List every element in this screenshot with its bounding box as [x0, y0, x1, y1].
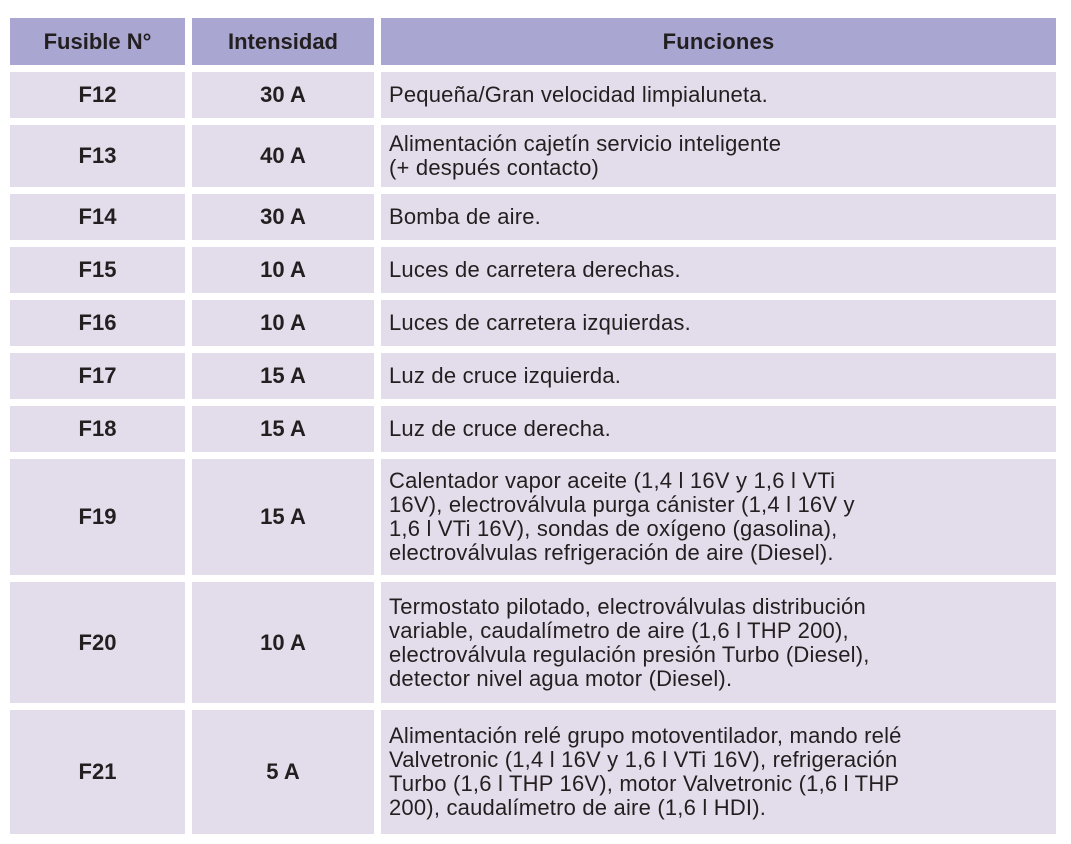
fuse-number: F15	[10, 247, 185, 293]
fuse-intensity: 15 A	[192, 353, 374, 399]
fuse-intensity: 5 A	[192, 710, 374, 834]
header-intensity: Intensidad	[192, 18, 374, 65]
fuse-number: F16	[10, 300, 185, 346]
table-row	[10, 125, 1056, 187]
fuse-function: Calentador vapor aceite (1,4 l 16V y 1,6 l VTi 16V), electroválvula purga cánister (1,4 l 16V y 1,6 l VTi 16V), sondas de oxígeno (gasolina), electroválvulas refrigeración de aire (Diesel).	[389, 468, 855, 565]
fuse-intensity: 30 A	[192, 72, 374, 118]
fuse-intensity: 10 A	[192, 300, 374, 346]
fuse-intensity: 15 A	[192, 406, 374, 452]
fuse-intensity: 15 A	[192, 459, 374, 575]
header-fuse-number: Fusible N°	[10, 18, 185, 65]
table-header-row	[10, 18, 1056, 65]
table-row	[10, 300, 1056, 346]
fuse-table	[10, 18, 1056, 841]
fuse-function: Alimentación cajetín servicio inteligente (+ después contacto)	[389, 131, 782, 180]
fuse-function: Pequeña/Gran velocidad limpialuneta.	[389, 82, 768, 107]
fuse-function: Bomba de aire.	[389, 204, 541, 229]
table-row	[10, 582, 1056, 703]
header-functions: Funciones	[381, 18, 1056, 65]
table-row	[10, 247, 1056, 293]
fuse-number: F19	[10, 459, 185, 575]
table-row	[10, 710, 1056, 834]
fuse-function: Luz de cruce derecha.	[389, 416, 611, 441]
fuse-intensity: 40 A	[192, 125, 374, 187]
fuse-function: Luces de carretera derechas.	[389, 257, 681, 282]
fuse-function: Termostato pilotado, electroválvulas distribución variable, caudalímetro de aire (1,6 l THP 200), electroválvula regulación presión Turbo (Diesel), detector nivel agua motor (Diesel).	[389, 593, 870, 691]
table-row	[10, 194, 1056, 240]
fuse-number: F17	[10, 353, 185, 399]
fuse-function: Luces de carretera izquierdas.	[389, 310, 691, 335]
table-row	[10, 406, 1056, 452]
fuse-intensity: 10 A	[192, 247, 374, 293]
table-row	[10, 353, 1056, 399]
fuse-intensity: 10 A	[192, 582, 374, 703]
fuse-number: F18	[10, 406, 185, 452]
table-row	[10, 72, 1056, 118]
fuse-number: F20	[10, 582, 185, 703]
fuse-intensity: 30 A	[192, 194, 374, 240]
fuse-number: F12	[10, 72, 185, 118]
fuse-function: Alimentación relé grupo motoventilador, mando relé Valvetronic (1,4 l 16V y 1,6 l VTi 16V), refrigeración Turbo (1,6 l THP 16V), motor Valvetronic (1,6 l THP 200), caudalímetro de aire (1,6 l HDI).	[389, 723, 902, 820]
fuse-number: F13	[10, 125, 185, 187]
fuse-function: Luz de cruce izquierda.	[389, 363, 622, 388]
fuse-number: F21	[10, 710, 185, 834]
table-row	[10, 459, 1056, 575]
fuse-number: F14	[10, 194, 185, 240]
